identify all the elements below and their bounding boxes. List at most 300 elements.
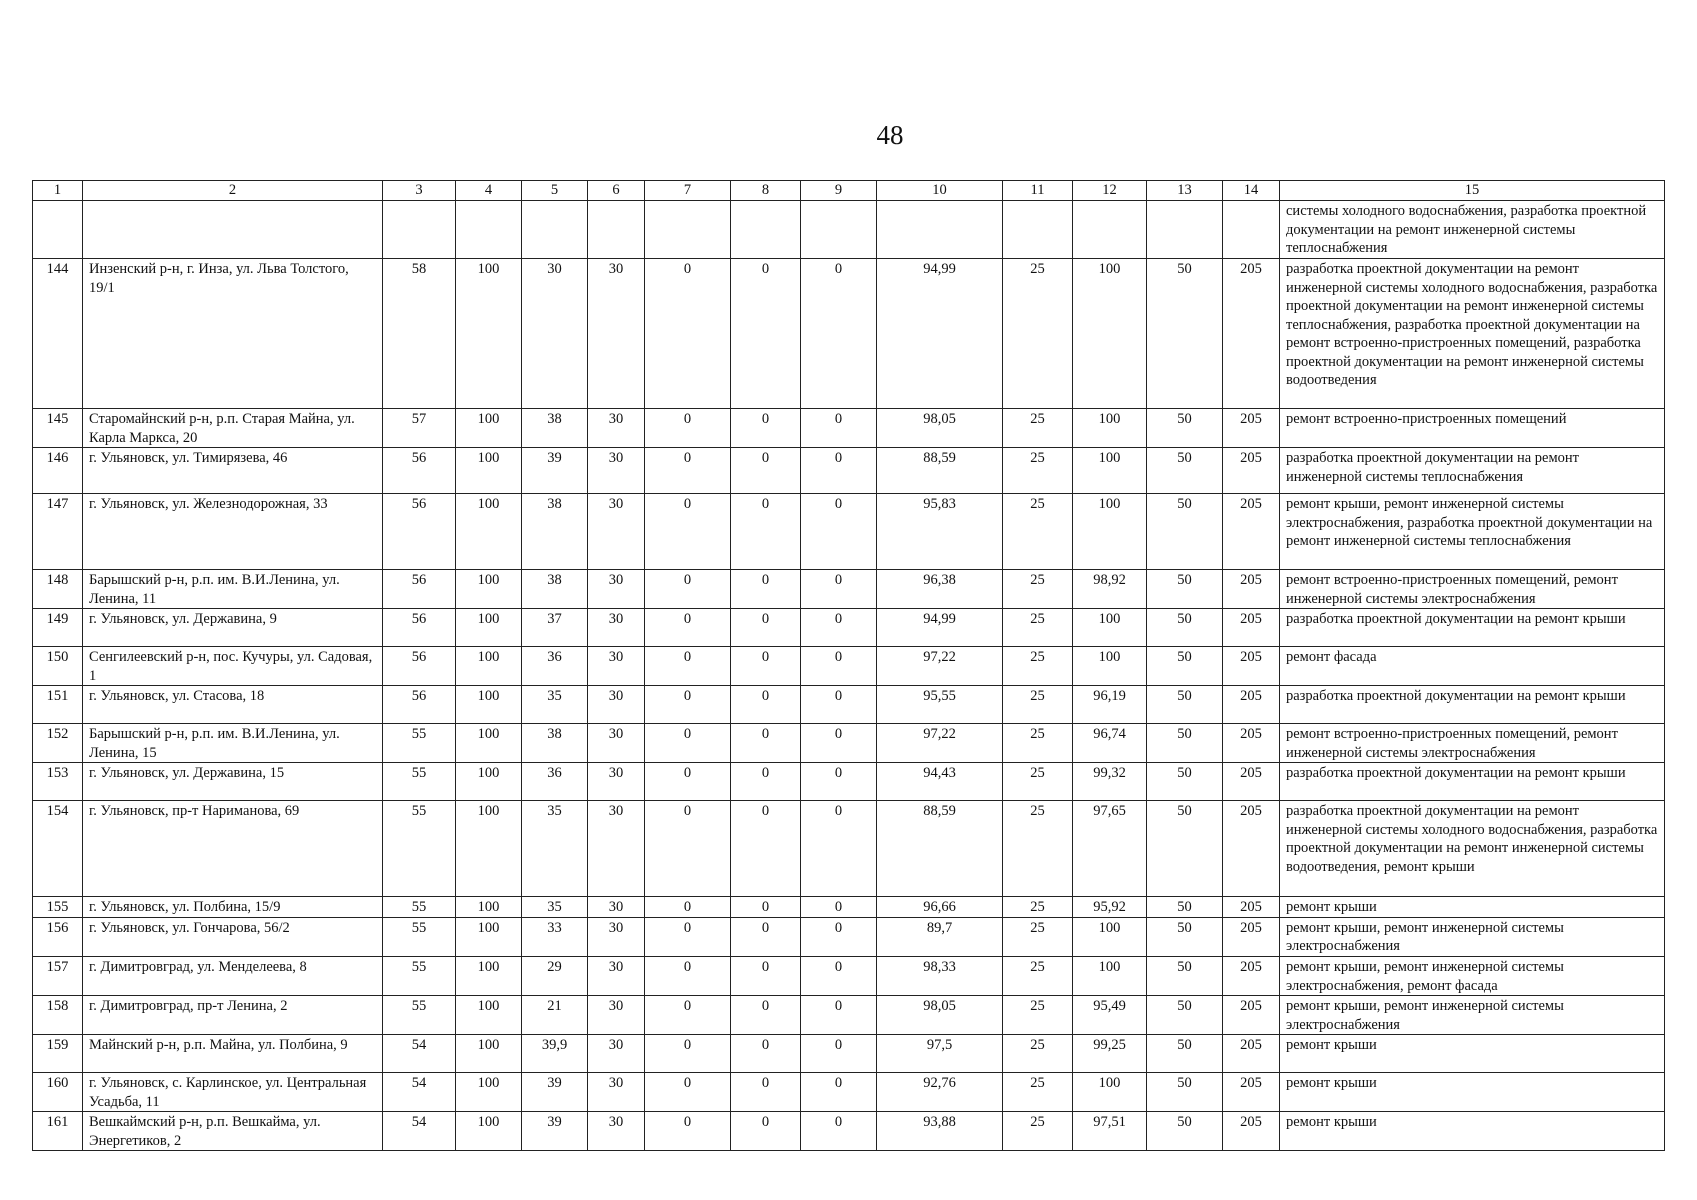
value-cell: 205 <box>1223 801 1280 897</box>
row-number-cell: 144 <box>33 259 83 409</box>
column-number: 6 <box>588 181 645 201</box>
value-cell: 38 <box>522 570 588 609</box>
value-cell: 205 <box>1223 409 1280 448</box>
works-cell: разработка проектной документации на ремонт инженерной системы холодного водоснабжения, разработка проектной документации на ремонт инженерной системы теплоснабжения, разработка проектной документации на ремонт встроенно-пристроенных помещений, разработка проектной документации на ремонт инженерной системы водоотведения <box>1280 259 1665 409</box>
value-cell: 0 <box>645 801 731 897</box>
value-cell <box>731 201 801 259</box>
value-cell: 25 <box>1003 957 1073 996</box>
table-row <box>33 1112 1665 1151</box>
value-cell: 50 <box>1147 1073 1223 1112</box>
value-cell: 0 <box>645 259 731 409</box>
column-number: 11 <box>1003 181 1073 201</box>
value-cell: 0 <box>731 1112 801 1151</box>
row-number-cell: 157 <box>33 957 83 996</box>
column-number: 14 <box>1223 181 1280 201</box>
row-number-cell: 152 <box>33 724 83 763</box>
address-cell: г. Ульяновск, ул. Полбина, 15/9 <box>83 897 383 918</box>
row-number-cell: 158 <box>33 996 83 1035</box>
value-cell: 0 <box>645 647 731 686</box>
value-cell: 100 <box>456 1112 522 1151</box>
value-cell: 55 <box>383 897 456 918</box>
address-cell: Майнский р-н, р.п. Майна, ул. Полбина, 9 <box>83 1035 383 1073</box>
value-cell: 100 <box>1073 957 1147 996</box>
value-cell: 54 <box>383 1073 456 1112</box>
value-cell: 94,43 <box>877 763 1003 801</box>
value-cell: 0 <box>801 409 877 448</box>
page-number: 48 <box>876 120 904 150</box>
table-row <box>33 609 1665 647</box>
value-cell: 205 <box>1223 763 1280 801</box>
value-cell: 50 <box>1147 996 1223 1035</box>
value-cell: 25 <box>1003 409 1073 448</box>
value-cell: 0 <box>801 1112 877 1151</box>
value-cell: 50 <box>1147 897 1223 918</box>
value-cell: 0 <box>801 763 877 801</box>
value-cell: 38 <box>522 409 588 448</box>
row-number-cell: 146 <box>33 448 83 494</box>
row-number-cell: 147 <box>33 494 83 570</box>
address-cell: Барышский р-н, р.п. им. В.И.Ленина, ул. Ленина, 15 <box>83 724 383 763</box>
value-cell: 50 <box>1147 494 1223 570</box>
row-number-cell: 149 <box>33 609 83 647</box>
value-cell: 30 <box>588 686 645 724</box>
value-cell: 0 <box>801 609 877 647</box>
works-cell: разработка проектной документации на ремонт крыши <box>1280 763 1665 801</box>
value-cell: 30 <box>588 1112 645 1151</box>
value-cell: 25 <box>1003 897 1073 918</box>
value-cell: 100 <box>1073 609 1147 647</box>
value-cell: 30 <box>588 647 645 686</box>
works-cell: ремонт крыши, ремонт инженерной системы электроснабжения <box>1280 917 1665 956</box>
value-cell: 39 <box>522 448 588 494</box>
address-cell: г. Ульяновск, ул. Державина, 15 <box>83 763 383 801</box>
value-cell: 0 <box>731 686 801 724</box>
value-cell: 100 <box>1073 259 1147 409</box>
value-cell: 100 <box>456 570 522 609</box>
value-cell: 205 <box>1223 448 1280 494</box>
table-row <box>33 1035 1665 1073</box>
value-cell: 37 <box>522 609 588 647</box>
value-cell: 25 <box>1003 996 1073 1035</box>
value-cell: 0 <box>731 957 801 996</box>
column-number: 4 <box>456 181 522 201</box>
value-cell: 95,83 <box>877 494 1003 570</box>
works-cell: ремонт крыши <box>1280 1035 1665 1073</box>
column-number: 15 <box>1280 181 1665 201</box>
value-cell: 54 <box>383 1112 456 1151</box>
row-number-cell: 159 <box>33 1035 83 1073</box>
value-cell: 39,9 <box>522 1035 588 1073</box>
address-cell: г. Ульяновск, ул. Гончарова, 56/2 <box>83 917 383 956</box>
value-cell: 55 <box>383 801 456 897</box>
value-cell: 50 <box>1147 448 1223 494</box>
value-cell: 25 <box>1003 1035 1073 1073</box>
value-cell: 30 <box>522 259 588 409</box>
value-cell: 39 <box>522 1073 588 1112</box>
value-cell: 0 <box>801 724 877 763</box>
address-cell: г. Ульяновск, с. Карлинское, ул. Центральная Усадьба, 11 <box>83 1073 383 1112</box>
value-cell: 0 <box>731 763 801 801</box>
value-cell: 92,76 <box>877 1073 1003 1112</box>
value-cell: 30 <box>588 996 645 1035</box>
value-cell: 0 <box>801 570 877 609</box>
value-cell: 38 <box>522 494 588 570</box>
value-cell: 55 <box>383 917 456 956</box>
row-number-cell: 145 <box>33 409 83 448</box>
value-cell: 94,99 <box>877 609 1003 647</box>
works-cell: разработка проектной документации на ремонт крыши <box>1280 686 1665 724</box>
table-body <box>33 181 1665 1151</box>
works-cell: разработка проектной документации на ремонт инженерной системы теплоснабжения <box>1280 448 1665 494</box>
value-cell: 0 <box>645 1112 731 1151</box>
value-cell <box>456 201 522 259</box>
value-cell: 50 <box>1147 801 1223 897</box>
value-cell: 0 <box>801 957 877 996</box>
value-cell: 100 <box>1073 494 1147 570</box>
address-cell: Вешкаймский р-н, р.п. Вешкайма, ул. Энергетиков, 2 <box>83 1112 383 1151</box>
column-number-row <box>33 181 1665 201</box>
value-cell: 56 <box>383 686 456 724</box>
value-cell: 0 <box>645 957 731 996</box>
value-cell: 96,66 <box>877 897 1003 918</box>
value-cell: 0 <box>645 609 731 647</box>
value-cell: 97,22 <box>877 724 1003 763</box>
value-cell: 205 <box>1223 686 1280 724</box>
value-cell: 0 <box>731 259 801 409</box>
row-number-cell: 153 <box>33 763 83 801</box>
value-cell: 0 <box>801 1035 877 1073</box>
registry-table <box>32 180 1665 1151</box>
value-cell: 56 <box>383 494 456 570</box>
value-cell: 58 <box>383 259 456 409</box>
value-cell: 100 <box>456 409 522 448</box>
value-cell: 0 <box>801 801 877 897</box>
value-cell: 100 <box>456 494 522 570</box>
value-cell: 205 <box>1223 1112 1280 1151</box>
table-row <box>33 917 1665 956</box>
value-cell: 39 <box>522 1112 588 1151</box>
address-cell: Старомайнский р-н, р.п. Старая Майна, ул. Карла Маркса, 20 <box>83 409 383 448</box>
table-row <box>33 409 1665 448</box>
value-cell: 0 <box>645 763 731 801</box>
table-row <box>33 494 1665 570</box>
value-cell: 30 <box>588 259 645 409</box>
table-row <box>33 724 1665 763</box>
value-cell: 97,65 <box>1073 801 1147 897</box>
value-cell: 30 <box>588 801 645 897</box>
address-cell: Сенгилеевский р-н, пос. Кучуры, ул. Садовая, 1 <box>83 647 383 686</box>
value-cell: 0 <box>731 609 801 647</box>
value-cell: 96,74 <box>1073 724 1147 763</box>
value-cell: 0 <box>801 259 877 409</box>
value-cell: 100 <box>456 259 522 409</box>
value-cell: 100 <box>456 801 522 897</box>
value-cell: 25 <box>1003 724 1073 763</box>
value-cell: 205 <box>1223 957 1280 996</box>
column-number: 2 <box>83 181 383 201</box>
value-cell: 0 <box>645 1073 731 1112</box>
value-cell: 33 <box>522 917 588 956</box>
value-cell: 50 <box>1147 1035 1223 1073</box>
value-cell: 0 <box>801 494 877 570</box>
works-cell: разработка проектной документации на ремонт инженерной системы холодного водоснабжения, разработка проектной документации на ремонт инженерной системы водоотведения, ремонт крыши <box>1280 801 1665 897</box>
value-cell: 30 <box>588 724 645 763</box>
value-cell: 100 <box>456 1073 522 1112</box>
value-cell: 205 <box>1223 897 1280 918</box>
value-cell: 36 <box>522 647 588 686</box>
address-cell: Барышский р-н, р.п. им. В.И.Ленина, ул. Ленина, 11 <box>83 570 383 609</box>
value-cell: 100 <box>1073 448 1147 494</box>
value-cell: 98,33 <box>877 957 1003 996</box>
table-row <box>33 1073 1665 1112</box>
value-cell <box>801 201 877 259</box>
value-cell: 100 <box>456 609 522 647</box>
works-cell: ремонт крыши <box>1280 1073 1665 1112</box>
value-cell: 30 <box>588 897 645 918</box>
value-cell: 50 <box>1147 1112 1223 1151</box>
value-cell: 21 <box>522 996 588 1035</box>
value-cell: 100 <box>456 996 522 1035</box>
value-cell: 50 <box>1147 763 1223 801</box>
value-cell: 100 <box>456 1035 522 1073</box>
value-cell: 25 <box>1003 259 1073 409</box>
value-cell: 0 <box>731 1035 801 1073</box>
value-cell: 0 <box>801 647 877 686</box>
value-cell: 205 <box>1223 1073 1280 1112</box>
column-number: 13 <box>1147 181 1223 201</box>
value-cell: 30 <box>588 1035 645 1073</box>
value-cell: 25 <box>1003 448 1073 494</box>
value-cell: 88,59 <box>877 448 1003 494</box>
table-row <box>33 448 1665 494</box>
address-cell: г. Ульяновск, пр-т Нариманова, 69 <box>83 801 383 897</box>
works-cell: ремонт крыши, ремонт инженерной системы электроснабжения <box>1280 996 1665 1035</box>
value-cell: 97,5 <box>877 1035 1003 1073</box>
value-cell: 99,25 <box>1073 1035 1147 1073</box>
table-row <box>33 957 1665 996</box>
address-cell: г. Ульяновск, ул. Железнодорожная, 33 <box>83 494 383 570</box>
value-cell <box>1223 201 1280 259</box>
value-cell: 100 <box>456 647 522 686</box>
value-cell: 30 <box>588 448 645 494</box>
value-cell <box>1073 201 1147 259</box>
value-cell: 50 <box>1147 409 1223 448</box>
value-cell: 35 <box>522 801 588 897</box>
value-cell: 25 <box>1003 763 1073 801</box>
value-cell: 94,99 <box>877 259 1003 409</box>
value-cell: 96,19 <box>1073 686 1147 724</box>
value-cell: 100 <box>456 897 522 918</box>
works-cell: разработка проектной документации на ремонт крыши <box>1280 609 1665 647</box>
value-cell: 205 <box>1223 609 1280 647</box>
value-cell: 30 <box>588 409 645 448</box>
value-cell: 205 <box>1223 647 1280 686</box>
value-cell <box>1147 201 1223 259</box>
works-cell: ремонт крыши <box>1280 1112 1665 1151</box>
value-cell: 36 <box>522 763 588 801</box>
value-cell: 99,32 <box>1073 763 1147 801</box>
value-cell: 88,59 <box>877 801 1003 897</box>
value-cell: 30 <box>588 917 645 956</box>
value-cell: 0 <box>801 897 877 918</box>
value-cell: 0 <box>731 448 801 494</box>
address-cell: Инзенский р-н, г. Инза, ул. Льва Толстого, 19/1 <box>83 259 383 409</box>
works-cell: ремонт крыши, ремонт инженерной системы электроснабжения, разработка проектной документации на ремонт инженерной системы теплоснабжения <box>1280 494 1665 570</box>
table-row <box>33 570 1665 609</box>
value-cell: 30 <box>588 1073 645 1112</box>
value-cell: 25 <box>1003 1073 1073 1112</box>
value-cell: 205 <box>1223 917 1280 956</box>
value-cell: 25 <box>1003 1112 1073 1151</box>
row-number-cell <box>33 201 83 259</box>
address-cell: г. Ульяновск, ул. Державина, 9 <box>83 609 383 647</box>
table-row <box>33 801 1665 897</box>
value-cell: 97,51 <box>1073 1112 1147 1151</box>
value-cell: 56 <box>383 647 456 686</box>
works-cell: ремонт крыши, ремонт инженерной системы электроснабжения, ремонт фасада <box>1280 957 1665 996</box>
value-cell: 205 <box>1223 259 1280 409</box>
table-row <box>33 996 1665 1035</box>
value-cell: 56 <box>383 570 456 609</box>
column-number: 1 <box>33 181 83 201</box>
value-cell: 0 <box>731 647 801 686</box>
works-cell: ремонт встроенно-пристроенных помещений, ремонт инженерной системы электроснабжения <box>1280 724 1665 763</box>
address-cell: г. Ульяновск, ул. Тимирязева, 46 <box>83 448 383 494</box>
table-row <box>33 897 1665 918</box>
value-cell: 0 <box>645 724 731 763</box>
value-cell: 0 <box>801 996 877 1035</box>
address-cell: г. Димитровград, ул. Менделеева, 8 <box>83 957 383 996</box>
value-cell: 25 <box>1003 801 1073 897</box>
value-cell: 98,05 <box>877 996 1003 1035</box>
value-cell: 30 <box>588 609 645 647</box>
value-cell: 50 <box>1147 686 1223 724</box>
value-cell: 0 <box>645 448 731 494</box>
value-cell: 0 <box>731 897 801 918</box>
row-number-cell: 148 <box>33 570 83 609</box>
value-cell: 0 <box>645 409 731 448</box>
value-cell: 55 <box>383 763 456 801</box>
value-cell: 25 <box>1003 647 1073 686</box>
value-cell: 25 <box>1003 494 1073 570</box>
value-cell: 56 <box>383 448 456 494</box>
value-cell: 54 <box>383 1035 456 1073</box>
value-cell <box>645 201 731 259</box>
value-cell: 0 <box>645 570 731 609</box>
value-cell: 50 <box>1147 609 1223 647</box>
value-cell: 35 <box>522 686 588 724</box>
row-number-cell: 161 <box>33 1112 83 1151</box>
value-cell: 0 <box>731 917 801 956</box>
value-cell: 100 <box>1073 409 1147 448</box>
value-cell: 0 <box>645 494 731 570</box>
value-cell: 100 <box>1073 1073 1147 1112</box>
value-cell: 0 <box>731 494 801 570</box>
value-cell: 25 <box>1003 686 1073 724</box>
value-cell: 100 <box>456 917 522 956</box>
column-number: 7 <box>645 181 731 201</box>
value-cell: 50 <box>1147 957 1223 996</box>
value-cell: 100 <box>456 957 522 996</box>
value-cell: 0 <box>731 724 801 763</box>
value-cell: 205 <box>1223 494 1280 570</box>
column-number: 5 <box>522 181 588 201</box>
value-cell: 95,49 <box>1073 996 1147 1035</box>
row-number-cell: 156 <box>33 917 83 956</box>
value-cell: 30 <box>588 494 645 570</box>
column-number: 8 <box>731 181 801 201</box>
value-cell: 205 <box>1223 996 1280 1035</box>
value-cell: 0 <box>731 1073 801 1112</box>
value-cell: 0 <box>731 570 801 609</box>
column-number: 10 <box>877 181 1003 201</box>
value-cell: 50 <box>1147 647 1223 686</box>
value-cell: 0 <box>801 448 877 494</box>
value-cell: 30 <box>588 570 645 609</box>
row-number-cell: 151 <box>33 686 83 724</box>
column-number: 9 <box>801 181 877 201</box>
value-cell: 50 <box>1147 724 1223 763</box>
value-cell: 0 <box>645 996 731 1035</box>
value-cell: 56 <box>383 609 456 647</box>
table-row <box>33 686 1665 724</box>
value-cell: 100 <box>456 763 522 801</box>
value-cell: 0 <box>645 897 731 918</box>
value-cell: 205 <box>1223 1035 1280 1073</box>
value-cell: 97,22 <box>877 647 1003 686</box>
row-number-cell: 160 <box>33 1073 83 1112</box>
row-number-cell: 154 <box>33 801 83 897</box>
value-cell: 95,55 <box>877 686 1003 724</box>
value-cell: 55 <box>383 957 456 996</box>
value-cell: 50 <box>1147 259 1223 409</box>
value-cell: 93,88 <box>877 1112 1003 1151</box>
table-row <box>33 259 1665 409</box>
value-cell <box>877 201 1003 259</box>
value-cell: 0 <box>645 917 731 956</box>
value-cell <box>383 201 456 259</box>
value-cell: 30 <box>588 763 645 801</box>
value-cell: 30 <box>588 957 645 996</box>
column-number: 3 <box>383 181 456 201</box>
value-cell: 0 <box>731 996 801 1035</box>
value-cell: 100 <box>1073 917 1147 956</box>
value-cell <box>588 201 645 259</box>
value-cell: 0 <box>801 686 877 724</box>
value-cell: 205 <box>1223 570 1280 609</box>
value-cell: 98,05 <box>877 409 1003 448</box>
value-cell: 0 <box>801 917 877 956</box>
value-cell: 89,7 <box>877 917 1003 956</box>
table-row <box>33 763 1665 801</box>
value-cell: 0 <box>731 409 801 448</box>
value-cell: 0 <box>645 1035 731 1073</box>
value-cell <box>1003 201 1073 259</box>
value-cell: 25 <box>1003 917 1073 956</box>
value-cell: 35 <box>522 897 588 918</box>
value-cell: 95,92 <box>1073 897 1147 918</box>
value-cell: 25 <box>1003 570 1073 609</box>
works-cell: системы холодного водоснабжения, разработка проектной документации на ремонт инженерной системы теплоснабжения <box>1280 201 1665 259</box>
works-cell: ремонт встроенно-пристроенных помещений, ремонт инженерной системы электроснабжения <box>1280 570 1665 609</box>
column-number: 12 <box>1073 181 1147 201</box>
value-cell <box>522 201 588 259</box>
value-cell: 55 <box>383 996 456 1035</box>
value-cell: 100 <box>456 686 522 724</box>
value-cell: 100 <box>456 448 522 494</box>
value-cell: 29 <box>522 957 588 996</box>
table-row <box>33 647 1665 686</box>
